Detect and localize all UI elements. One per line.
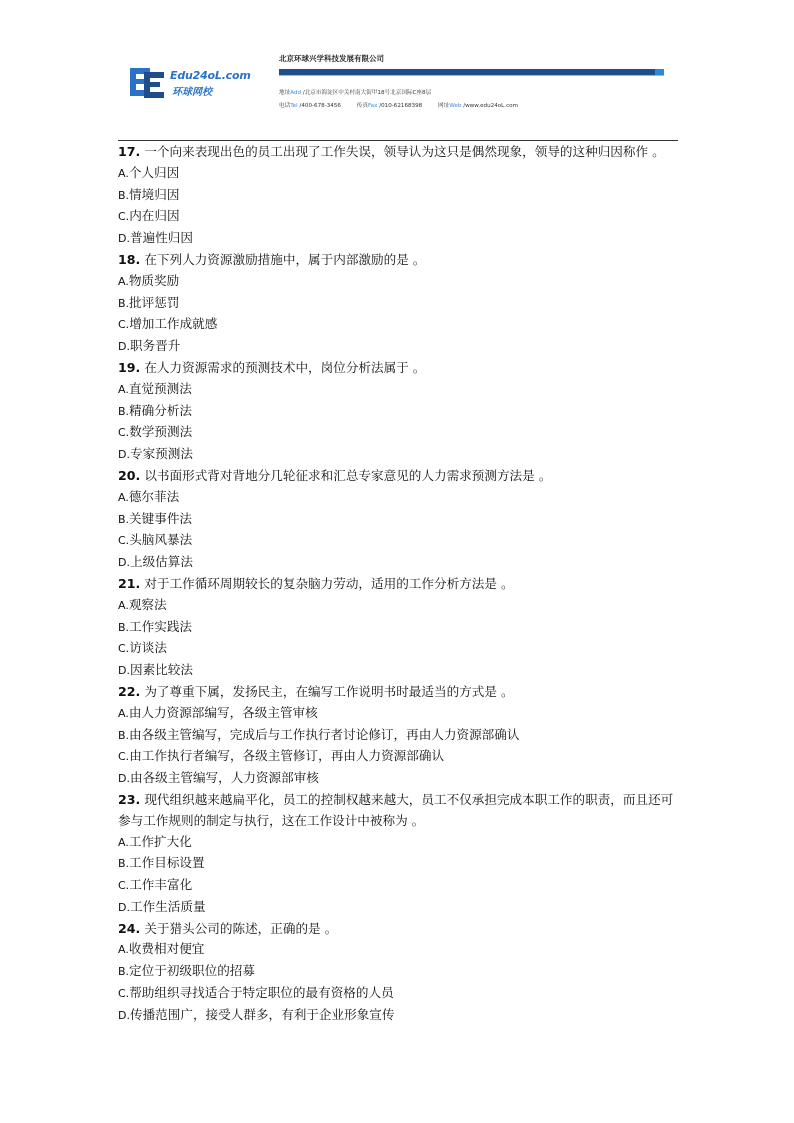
option-text: 工作生活质量	[129, 898, 206, 914]
answer-option	[118, 897, 684, 919]
logo-mark-icon	[128, 66, 172, 100]
option-text: 收费相对便宜	[128, 941, 205, 957]
fax-label-en: Fax	[367, 103, 378, 109]
option-text: 定位于初级职位的招募	[129, 963, 255, 979]
tel-label: 电话	[279, 103, 291, 109]
question-number: 18.	[118, 251, 141, 267]
web-label: 网址	[438, 103, 450, 109]
company-address	[279, 88, 431, 96]
option-letter: D.	[118, 340, 130, 354]
option-letter: D.	[118, 664, 130, 678]
option-text: 关键事件法	[129, 510, 193, 526]
option-letter: C.	[118, 318, 130, 332]
question-stem	[118, 790, 684, 832]
answer-option	[118, 983, 684, 1005]
answer-option	[118, 530, 684, 552]
fax-value: /010-62168398	[379, 103, 423, 109]
option-text: 帮助组织寻找适合于特定职位的最有资格的人员	[129, 985, 394, 1001]
answer-option	[118, 1005, 684, 1027]
answer-option	[118, 487, 684, 509]
answer-option	[118, 163, 684, 185]
option-letter: D.	[118, 1008, 130, 1022]
question-number: 20.	[118, 467, 141, 483]
answer-option	[118, 314, 684, 336]
option-letter: B.	[118, 728, 130, 742]
answer-option	[118, 595, 684, 617]
answer-option	[118, 638, 684, 660]
question-text: 对于工作循环周期较长的复杂脑力劳动，适用的工作分析方法是 。	[144, 575, 514, 591]
option-letter: A.	[118, 706, 129, 720]
answer-option	[118, 961, 684, 983]
address-label-en: Add	[290, 90, 302, 96]
answer-option	[118, 293, 684, 315]
option-letter: A.	[118, 835, 129, 849]
answer-option	[118, 875, 684, 897]
answer-option	[118, 725, 684, 747]
option-letter: B.	[118, 404, 130, 418]
answer-option	[118, 185, 684, 207]
question-list	[118, 142, 684, 1027]
option-letter: C.	[118, 426, 130, 440]
question-text: 一个向来表现出色的员工出现了工作失误，领导认为这只是偶然现象，领导的这种归因称作 。	[144, 144, 665, 159]
answer-option	[118, 617, 684, 639]
option-letter: C.	[118, 534, 130, 548]
question-text: 为了尊重下属，发扬民主，在编写工作说明书时最适当的方式是 。	[144, 683, 514, 699]
option-text: 精确分析法	[129, 402, 193, 418]
question-number: 17.	[118, 144, 141, 159]
question-number: 19.	[118, 359, 141, 375]
page-header	[0, 0, 794, 140]
tel-label-en: Tel	[290, 103, 298, 109]
option-letter: D.	[118, 448, 130, 462]
answer-option	[118, 336, 684, 358]
answer-option	[118, 271, 684, 293]
option-text: 内在归因	[129, 208, 180, 224]
option-text: 德尔菲法	[128, 488, 180, 504]
option-text: 由各级主管编写，完成后与工作执行者讨论修订，再由人力资源部确认	[129, 726, 520, 742]
option-text: 工作实践法	[129, 618, 193, 634]
question-stem	[118, 682, 684, 703]
answer-option	[118, 379, 684, 401]
answer-option	[118, 939, 684, 961]
option-text: 物质奖励	[128, 272, 180, 288]
question-text: 在下列人力资源激励措施中，属于内部激励的是 。	[144, 251, 426, 267]
option-letter: C.	[118, 642, 130, 656]
web-value: /www.edu24oL.com	[463, 103, 519, 109]
question-text: 在人力资源需求的预测技术中，岗位分析法属于 。	[144, 359, 426, 375]
option-text: 观察法	[128, 596, 167, 612]
question-stem	[118, 358, 684, 379]
option-letter: C.	[118, 750, 130, 764]
option-text: 因素比较法	[129, 662, 193, 678]
answer-option	[118, 206, 684, 228]
header-rule	[118, 140, 678, 141]
address-value: /北京市海淀区中关村南大街甲18号北京国际C座8层	[302, 90, 432, 96]
answer-option	[118, 853, 684, 875]
option-text: 工作扩大化	[128, 833, 192, 849]
option-letter: A.	[118, 382, 129, 396]
tel-value: /400-678-3456	[299, 103, 341, 109]
option-letter: B.	[118, 188, 130, 202]
header-thin-line	[279, 75, 664, 76]
option-text: 增加工作成就感	[129, 316, 218, 332]
option-text: 头脑风暴法	[129, 532, 193, 548]
option-letter: A.	[118, 598, 129, 612]
company-contact	[279, 101, 518, 109]
option-text: 专家预测法	[129, 446, 193, 462]
option-text: 由各级主管编写，人力资源部审核	[129, 770, 319, 786]
option-letter: B.	[118, 512, 130, 526]
question-text: 关于猎头公司的陈述，正确的是 。	[144, 920, 338, 936]
option-letter: A.	[118, 943, 129, 957]
answer-option	[118, 832, 684, 854]
option-text: 直觉预测法	[128, 380, 192, 396]
option-text: 工作丰富化	[129, 877, 193, 893]
option-letter: B.	[118, 857, 130, 871]
logo-text-domain: Edu24oL.com	[170, 69, 251, 82]
option-text: 普遍性归因	[129, 230, 193, 246]
company-name: 北京环球兴学科技发展有限公司	[279, 54, 384, 63]
option-text: 工作目标设置	[129, 855, 205, 871]
option-text: 批评惩罚	[129, 294, 180, 310]
option-letter: D.	[118, 556, 130, 570]
option-letter: A.	[118, 274, 129, 288]
option-text: 由人力资源部编写，各级主管审核	[128, 704, 318, 720]
company-logo	[128, 66, 251, 102]
question-stem	[118, 250, 684, 271]
answer-option	[118, 401, 684, 423]
question-number: 22.	[118, 683, 141, 699]
option-text: 情境归因	[129, 186, 180, 202]
question-number: 21.	[118, 575, 141, 591]
web-label-en: Web	[449, 103, 462, 109]
option-text: 由工作执行者编写，各级主管修订，再由人力资源部确认	[129, 748, 445, 764]
answer-option	[118, 552, 684, 574]
option-letter: B.	[118, 965, 130, 979]
address-label: 地址	[279, 90, 291, 96]
fax-label: 传真	[356, 103, 368, 109]
answer-option	[118, 422, 684, 444]
option-letter: A.	[118, 166, 129, 180]
question-stem	[118, 142, 684, 163]
answer-option	[118, 444, 684, 466]
option-letter: B.	[118, 620, 130, 634]
option-letter: D.	[118, 232, 130, 246]
question-number: 23.	[118, 791, 141, 807]
option-letter: D.	[118, 900, 130, 914]
option-letter: C.	[118, 879, 130, 893]
option-letter: C.	[118, 210, 130, 224]
option-letter: B.	[118, 296, 130, 310]
answer-option	[118, 768, 684, 790]
option-letter: A.	[118, 490, 129, 504]
option-text: 访谈法	[129, 640, 167, 656]
option-letter: D.	[118, 772, 130, 786]
question-stem	[118, 919, 684, 940]
answer-option	[118, 509, 684, 531]
option-text: 数学预测法	[129, 424, 193, 440]
option-text: 职务晋升	[129, 338, 181, 354]
logo-text-name: 环球网校	[172, 87, 212, 98]
question-stem	[118, 466, 684, 487]
option-text: 个人归因	[128, 164, 180, 180]
answer-option	[118, 703, 684, 725]
question-number: 24.	[118, 920, 141, 936]
option-letter: C.	[118, 987, 130, 1001]
question-text: 现代组织越来越扁平化，员工的控制权越来越大，员工不仅承担完成本职工作的职责，而且还可参与工作规则的制定与执行，这在工作设计中被称为 。	[118, 791, 674, 828]
option-text: 传播范围广，接受人群多，有利于企业形象宣传	[129, 1006, 395, 1022]
answer-option	[118, 660, 684, 682]
question-text: 以书面形式背对背地分几轮征求和汇总专家意见的人力需求预测方法是 。	[144, 467, 552, 483]
question-stem	[118, 574, 684, 595]
answer-option	[118, 746, 684, 768]
answer-option	[118, 228, 684, 250]
option-text: 上级估算法	[129, 554, 193, 570]
